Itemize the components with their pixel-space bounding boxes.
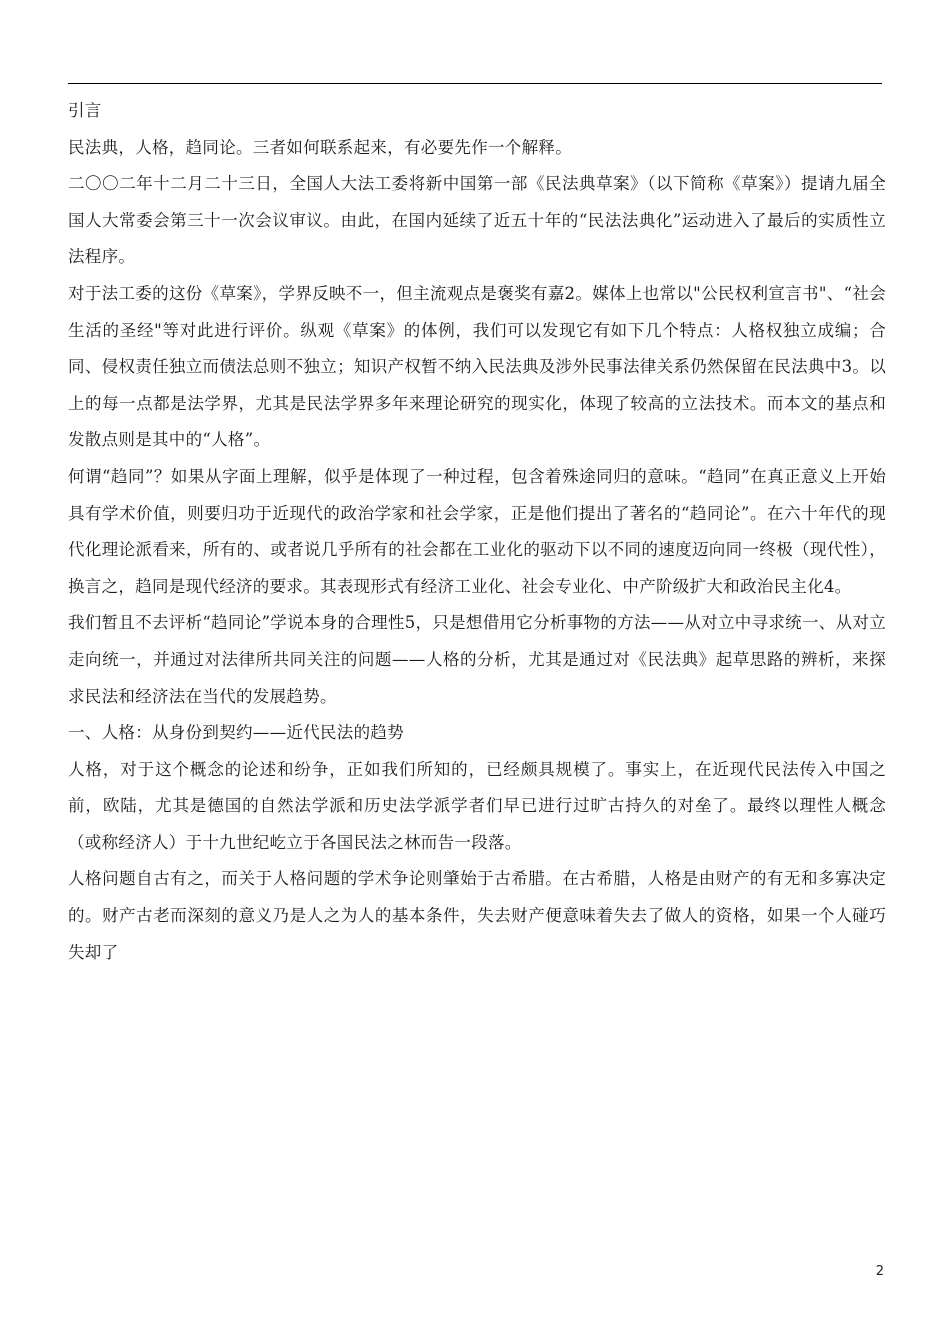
document-body [68, 93, 886, 971]
paragraph: 何谓“趋同”？如果从字面上理解，似乎是体现了一种过程，包含着殊途同归的意味。“趋同”在真正意义上开始具有学术价值，则要归功于近现代的政治学家和社会学家，正是他们提出了著名的“趋同论”。在六十年代的现代化理论派看来，所有的、或者说几乎所有的社会都在工业化的驱动下以不同的速度迈向同一终极（现代性），换言之，趋同是现代经济的要求。其表现形式有经济工业化、社会专业化、中产阶级扩大和政治民主化4。 [68, 466, 886, 596]
paragraph: 对于法工委的这份《草案》，学界反映不一，但主流观点是褒奖有嘉2。媒体上也常以"公民权利宣言书"、“社会生活的圣经"等对此进行评价。纵观《草案》的体例，我们可以发现它有如下几个特点：人格权独立成编；合同、侵权责任独立而债法总则不独立；知识产权暂不纳入民法典及涉外民事法律关系仍然保留在民法典中3。以上的每一点都是法学界，尤其是民法学界多年来理论研究的现实化，体现了较高的立法技术。而本文的基点和发散点则是其中的“人格”。 [68, 283, 886, 450]
section-heading-introduction: 引言 [68, 101, 102, 120]
header-rule [68, 83, 882, 84]
section-heading-personality: 一、人格：从身份到契约——近代民法的趋势 [68, 723, 404, 743]
page-number: 2 [875, 1264, 884, 1279]
paragraph: 人格，对于这个概念的论述和纷争，正如我们所知的，已经颇具规模了。事实上，在近现代民法传入中国之前，欧陆，尤其是德国的自然法学派和历史法学派学者们早已进行过旷古持久的对垒了。最终以理性人概念（或称经济人）于十九世纪屹立于各国民法之林而告一段落。 [68, 759, 886, 852]
paragraph: 二〇〇二年十二月二十三日，全国人大法工委将新中国第一部《民法典草案》（以下简称《草案》）提请九届全国人大常委会第三十一次会议审议。由此，在国内延续了近五十年的“民法法典化”运动进入了最后的实质性立法程序。 [68, 174, 886, 267]
paragraph: 人格问题自古有之，而关于人格问题的学术争论则肇始于古希腊。在古希腊，人格是由财产的有无和多寡决定的。财产古老而深刻的意义乃是人之为人的基本条件，失去财产便意味着失去了做人的资格，如果一个人碰巧失却了 [68, 869, 886, 962]
paragraph: 我们暂且不去评析“趋同论”学说本身的合理性5，只是想借用它分析事物的方法——从对立中寻求统一、从对立走向统一，并通过对法律所共同关注的问题——人格的分析，尤其是通过对《民法典》起草思路的辨析，来探求民法和经济法在当代的发展趋势。 [68, 613, 886, 706]
paragraph: 民法典，人格，趋同论。三者如何联系起来，有必要先作一个解释。 [68, 137, 572, 157]
